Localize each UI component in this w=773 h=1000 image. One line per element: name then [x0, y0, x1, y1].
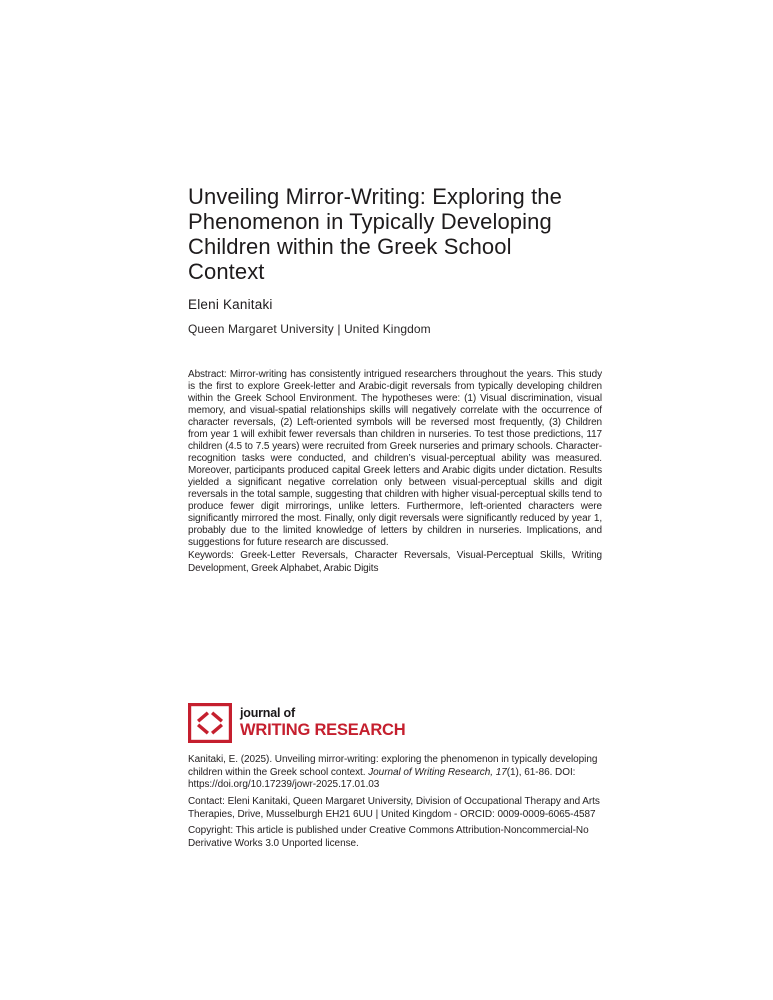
journal-logo	[188, 703, 602, 743]
title-line: Phenomenon in Typically Developing	[188, 209, 552, 234]
contact-paragraph: Contact: Eleni Kanitaki, Queen Margaret University, Division of Occupational Therapy and Arts Therapies, Drive, Musselburgh EH21 6UU | United Kingdom - ORCID: 0009-0009-6065-4587	[188, 796, 600, 820]
keywords-paragraph: Keywords: Greek-Letter Reversals, Character Reversals, Visual-Perceptual Skills, Writing Development, Greek Alphabet, Arabic Digits	[188, 550, 602, 574]
journal-emblem-icon	[188, 703, 232, 743]
journal-logo-text	[240, 706, 405, 740]
journal-name-bottom: WRITING RESEARCH	[240, 721, 406, 739]
author-name: Eleni Kanitaki	[188, 297, 273, 312]
citation-journal-name: Journal of Writing Research, 17	[368, 766, 507, 778]
title-line: Unveiling Mirror-Writing: Exploring the	[188, 184, 562, 209]
citation-text: Kanitaki, E. (2025). Unveiling mirror-writing: exploring the phenomenon in typically developing children within the Greek school context.	[188, 754, 598, 778]
copyright-paragraph: Copyright: This article is published under Creative Commons Attribution-Noncommercial-No Derivative Works 3.0 Unported license.	[188, 825, 589, 849]
abstract-paragraph: Abstract: Mirror-writing has consistently intrigued researchers throughout the years. This study is the first to explore Greek-letter and Arabic-digit reversals from typically developing children within the Greek School Environment. The hypotheses were: (1) Visual discrimination, visual memory, and visual-spatial relationships skills will negatively correlate with the occurrence of character reversals, (2) Left-oriented symbols will be reversed most frequently, (3) Children from year 1 will exhibit fewer reversals than children in nurseries. To test those predictions, 117 children (4.5 to 7.5 years) were recruited from Greek nurseries and primary schools. Character-recognition tasks were conducted, and children’s visual-perceptual ability was measured. Moreover, participants produced capital Greek letters and Arabic digits under dictation. Results yielded a significant negative correlation only between visual-perceptual skills and digit reversals in the total sample, suggesting that children with higher visual-perceptual skills tend to produce fewer digit mirrorings, unlike letters. Furthermore, left-oriented characters were significantly mirrored the most. Finally, only digit reversals were significantly reduced by year 1, probably due to the limited knowledge of letters by children in nurseries. Implications, and suggestions for future research are discussed.	[188, 369, 602, 548]
citation-paragraph	[188, 754, 602, 792]
journal-name-top: journal of	[240, 706, 295, 720]
citation-doi: (1), 61-86. DOI: https://doi.org/10.17239/jowr-2025.17.01.03	[188, 766, 576, 790]
author-affiliation: Queen Margaret University | United Kingdom	[188, 322, 431, 336]
title-line: Children within the Greek School	[188, 234, 512, 259]
title-line: Context	[188, 259, 265, 284]
article-title	[188, 184, 602, 284]
